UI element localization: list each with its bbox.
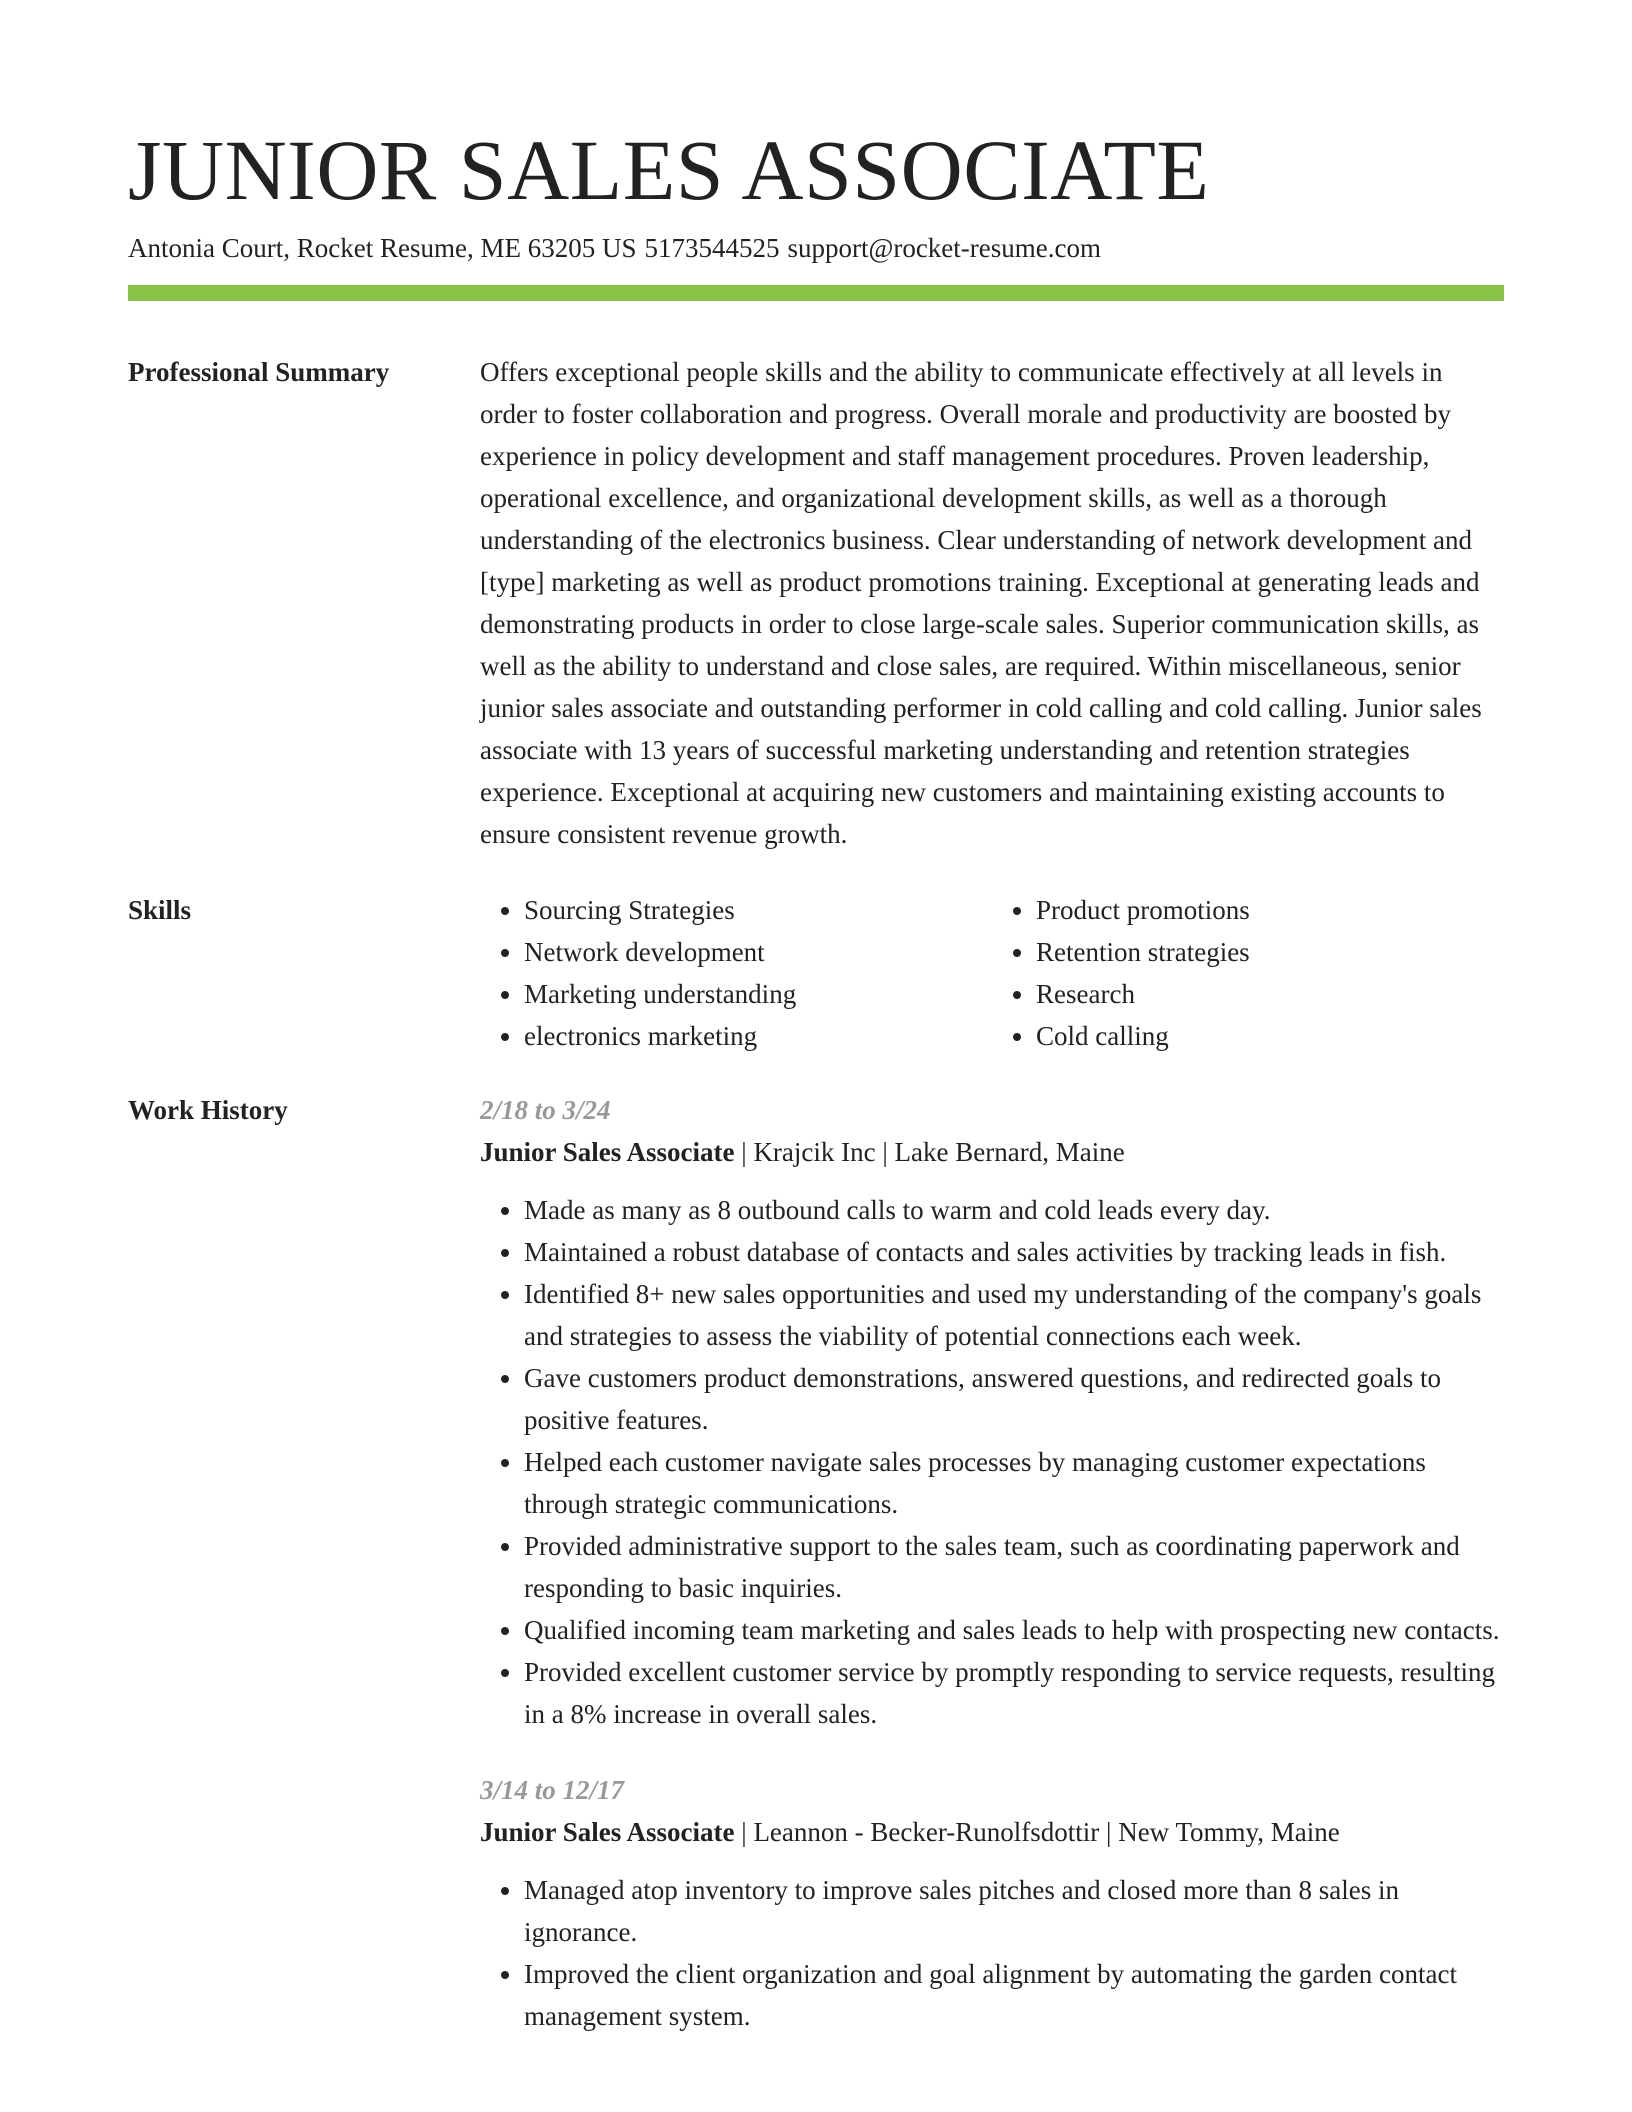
- header-divider: [128, 285, 1504, 301]
- job-company: Krajcik Inc: [753, 1137, 876, 1167]
- skill-item: • Network development: [524, 931, 992, 973]
- contact-email: support@rocket-resume.com: [787, 233, 1101, 263]
- job-title: Junior Sales Associate: [480, 1817, 735, 1847]
- job-dates: 2/18 to 3/24: [480, 1095, 611, 1125]
- job-bullet: • Qualified incoming team marketing and sales leads to help with prospecting new contacts.: [524, 1609, 1504, 1651]
- summary-heading: Professional Summary: [128, 357, 390, 387]
- job-bullets: [480, 1869, 1504, 2037]
- resume-title: JUNIOR SALES ASSOCIATE: [128, 122, 1210, 218]
- skill-item: • Research: [1036, 973, 1504, 1015]
- contact-line: [128, 230, 1504, 266]
- skills-heading: Skills: [128, 895, 192, 925]
- summary-text: Offers exceptional people skills and the ability to communicate effectively at all levels in order to foster collaboration and progress. Overall morale and productivity are boosted by experience in policy development and staff management procedures. Proven leadership, operational excellence, and organizational development skills, as well as a thorough understanding of the electronics business. Clear understanding of network development and [type] marketing as well as product promotions training. Exceptional at generating leads and demonstrating products in order to close large-scale sales. Superior communication skills, as well as the ability to understand and close sales, are required. Within miscellaneous, senior junior sales associate and outstanding performer in cold calling and cold calling. Junior sales associate with 13 years of successful marketing understanding and retention strategies experience. Exceptional at acquiring new customers and maintaining existing accounts to ensure consistent revenue growth.: [480, 357, 1482, 849]
- job-title: Junior Sales Associate: [480, 1137, 735, 1167]
- skill-item: • Cold calling: [1036, 1015, 1504, 1057]
- job-bullet: • Provided excellent customer service by promptly responding to service requests, resulting in a 8% increase in overall sales.: [524, 1651, 1504, 1735]
- job-bullet: • Helped each customer navigate sales processes by managing customer expectations through strategic communications.: [524, 1441, 1504, 1525]
- job-bullet: • Identified 8+ new sales opportunities and used my understanding of the company's goals and strategies to assess the viability of potential connections each week.: [524, 1273, 1504, 1357]
- skill-item: • electronics marketing: [524, 1015, 992, 1057]
- job-bullets: [480, 1189, 1504, 1735]
- work-history-heading: Work History: [128, 1095, 288, 1125]
- skills-section: [128, 889, 1504, 1057]
- skill-item: • Sourcing Strategies: [524, 889, 992, 931]
- skill-item: • Retention strategies: [1036, 931, 1504, 973]
- skills-list-right: [992, 889, 1504, 1057]
- skill-item: • Marketing understanding: [524, 973, 992, 1015]
- job-bullet: • Maintained a robust database of contacts and sales activities by tracking leads in fish.: [524, 1231, 1504, 1273]
- job-entry: [480, 1089, 1504, 1735]
- contact-address: Antonia Court, Rocket Resume, ME 63205 US: [128, 233, 637, 263]
- work-history-section: [128, 1089, 1504, 2037]
- job-entry: [480, 1769, 1504, 2037]
- job-title-line: Junior Sales Associate | Leannon - Becker-Runolfsdottir | New Tommy, Maine: [480, 1817, 1340, 1847]
- job-bullet: • Gave customers product demonstrations, answered questions, and redirected goals to positive features.: [524, 1357, 1504, 1441]
- skill-item: • Product promotions: [1036, 889, 1504, 931]
- job-location: New Tommy, Maine: [1118, 1817, 1340, 1847]
- skills-list-left: [480, 889, 992, 1057]
- summary-section: [128, 351, 1504, 855]
- job-title-line: Junior Sales Associate | Krajcik Inc | Lake Bernard, Maine: [480, 1137, 1125, 1167]
- job-bullet: • Improved the client organization and goal alignment by automating the garden contact management system.: [524, 1953, 1504, 2037]
- job-location: Lake Bernard, Maine: [894, 1137, 1125, 1167]
- job-bullet: • Provided administrative support to the sales team, such as coordinating paperwork and responding to basic inquiries.: [524, 1525, 1504, 1609]
- resume-page: [128, 120, 1504, 2037]
- job-bullet: • Made as many as 8 outbound calls to warm and cold leads every day.: [524, 1189, 1504, 1231]
- job-dates: 3/14 to 12/17: [480, 1775, 625, 1805]
- job-company: Leannon - Becker-Runolfsdottir: [753, 1817, 1100, 1847]
- contact-phone: 5173544525: [644, 233, 780, 263]
- job-bullet: • Managed atop inventory to improve sales pitches and closed more than 8 sales in ignorance.: [524, 1869, 1504, 1953]
